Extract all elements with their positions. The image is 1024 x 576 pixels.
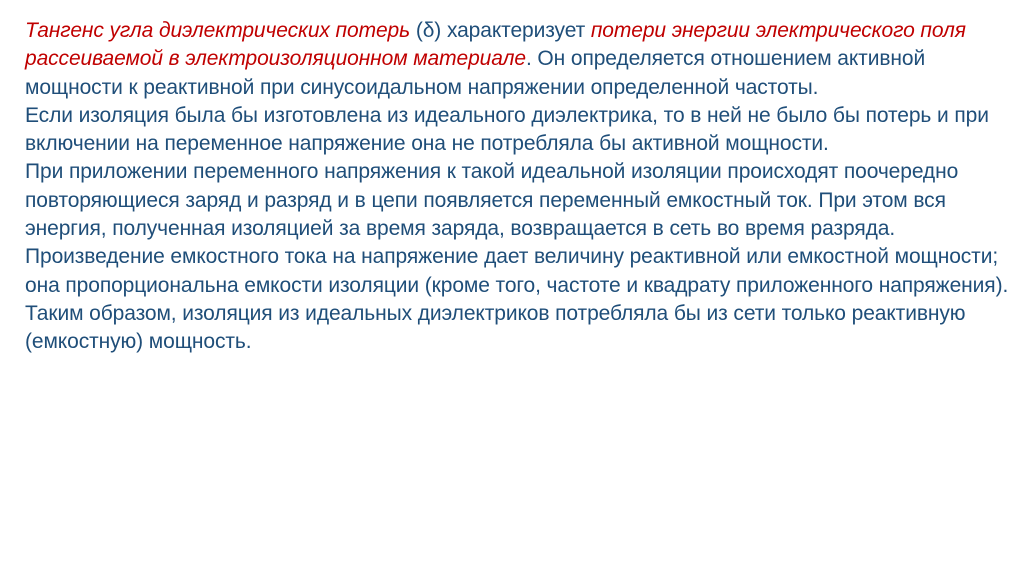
definition-rest: . Он определяется отношением активной мощности к реактивной при синусоидальном напряжении определенной частоты. bbox=[25, 47, 926, 99]
delta-symbol-text: (δ) характеризует bbox=[410, 19, 591, 42]
paragraph-definition bbox=[25, 17, 1010, 102]
paragraph-reactive-power: Произведение емкостного тока на напряжение дает величину реактивной или емкостной мощности; она пропорциональна емкости изоляции (кроме того, частоте и квадрату приложенного напряжения). Таким образом, изоляция из идеальных диэлектриков потребляла бы из сети только реактивную (емкостную) мощность. bbox=[25, 245, 1009, 354]
highlight-energy-loss: потери энергии электрического поля рассеиваемой в электроизоляционном материале bbox=[25, 19, 966, 71]
paragraph-ideal-insulation: Если изоляция была бы изготовлена из идеального диэлектрика, то в ней не было бы потерь и при включении на переменное напряжение она не потребляла бы активной мощности. bbox=[25, 103, 989, 156]
term-dielectric-loss-tangent: Тангенс угла диэлектрических потерь bbox=[25, 19, 411, 42]
slide-text-block bbox=[25, 17, 1010, 357]
paragraph-charge-discharge: При приложении переменного напряжения к такой идеальной изоляции происходят поочередно повторяющиеся заряд и разряд и в цепи появляется переменный емкостный ток. При этом вся энергия, полученная изоляцией за время заряда, возвращается в сеть во время разряда. bbox=[25, 160, 959, 241]
